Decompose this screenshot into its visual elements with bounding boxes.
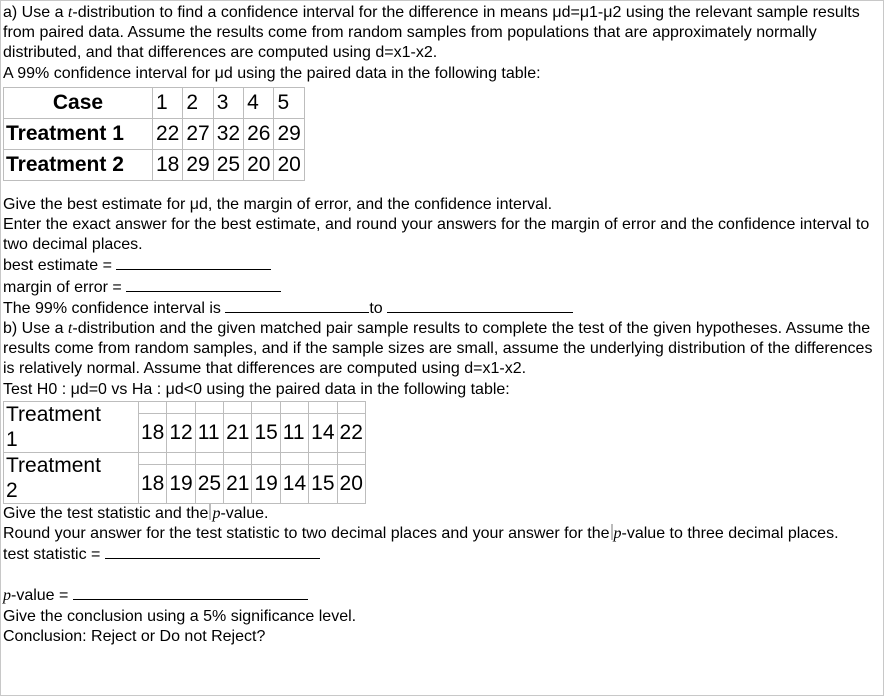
- rounding-line: [3, 524, 879, 544]
- table-row: [4, 149, 305, 180]
- table-cell: 15: [252, 414, 280, 453]
- table-row: [4, 401, 366, 413]
- case-number: 5: [274, 87, 304, 118]
- row-label-number: 1: [6, 427, 18, 451]
- table-cell: 29: [274, 118, 304, 149]
- p-symbol: p: [3, 587, 11, 605]
- table-cell: 21: [224, 414, 252, 453]
- p-symbol: p: [212, 504, 221, 522]
- p-value-line: [3, 585, 879, 606]
- p-value-blank[interactable]: [73, 585, 308, 600]
- case-table: [3, 87, 305, 181]
- table-cell: 27: [183, 118, 213, 149]
- table-cell: 15: [309, 465, 337, 504]
- part-a-intro: [3, 3, 879, 64]
- table-cell: 22: [153, 118, 183, 149]
- best-estimate-label: best estimate =: [3, 257, 112, 275]
- case-number: 4: [244, 87, 274, 118]
- table-cell: 32: [213, 118, 243, 149]
- round-text: Round your answer for the test statistic to two decimal places and your answer for the: [3, 525, 610, 543]
- instruction-estimate: Give the best estimate for μd, the margin of error, and the confidence interval.: [3, 195, 553, 213]
- table-cell: 21: [224, 465, 252, 504]
- table-cell: 12: [167, 414, 195, 453]
- table-cell: 25: [195, 465, 223, 504]
- table-cell: 18: [139, 465, 167, 504]
- give-text-rest: -value.: [220, 504, 269, 522]
- row-label: [4, 401, 139, 452]
- case-header-row: [4, 87, 305, 118]
- part-a-intro-start: a) Use a: [3, 4, 68, 21]
- interval-label: The 99% confidence interval is: [3, 299, 221, 317]
- part-b-intro-rest: -distribution and the given matched pair sample results to complete the test of the given hypotheses. Assume the results come from random samples, and if the sample sizes are small, assume the underlying distribution of the differences is relatively normal. Assume that differences are computed using d=x1-x2.: [3, 320, 873, 378]
- table-cell: 20: [274, 149, 304, 180]
- test-statistic-blank[interactable]: [105, 544, 320, 559]
- table-cell: 20: [337, 465, 365, 504]
- interval-lower-blank[interactable]: [225, 298, 369, 313]
- table-cell: 14: [309, 414, 337, 453]
- row-label: Treatment 2: [4, 149, 153, 180]
- table-cell: 14: [280, 465, 308, 504]
- table-cell: 20: [244, 149, 274, 180]
- instruction-rounding: Enter the exact answer for the best estimate, and round your answers for the margin of error and the confidence interval to two decimal places.: [3, 216, 870, 254]
- table-cell: 11: [280, 414, 308, 453]
- give-test-statistic-line: [3, 504, 879, 524]
- row-label: [4, 452, 139, 503]
- table-cell: 25: [213, 149, 243, 180]
- conclusion-instruction: Give the conclusion using a 5% significance level.: [3, 607, 357, 625]
- table-cell: 18: [139, 414, 167, 453]
- question-document: [3, 3, 879, 647]
- t-symbol: t: [67, 4, 73, 21]
- hypothesis-line: Test H0 : μd=0 vs Ha : μd<0 using the paired data in the following table:: [3, 380, 510, 398]
- table-cell: 11: [195, 414, 223, 453]
- give-text: Give the test statistic and the: [3, 504, 209, 522]
- table-cell: 22: [337, 414, 365, 453]
- case-header-label: Case: [4, 87, 153, 118]
- table-cell: 18: [153, 149, 183, 180]
- test-statistic-line: [3, 544, 879, 565]
- ci-description: A 99% confidence interval for μd using the paired data in the following table:: [3, 64, 541, 82]
- row-label-number: 2: [6, 478, 18, 502]
- best-estimate-blank[interactable]: [116, 255, 271, 270]
- part-b-intro: [3, 319, 879, 380]
- case-number: 1: [153, 87, 183, 118]
- interval-upper-blank[interactable]: [387, 298, 573, 313]
- test-statistic-label: test statistic =: [3, 546, 101, 564]
- part-b-intro-start: b) Use a: [3, 320, 68, 338]
- table-cell: 19: [167, 465, 195, 504]
- table-cell: 29: [183, 149, 213, 180]
- table-cell: 26: [244, 118, 274, 149]
- treatment-table: [3, 401, 366, 504]
- interval-line: [3, 298, 879, 319]
- t-symbol: t: [67, 320, 73, 338]
- text-cursor-icon: [611, 524, 613, 540]
- best-estimate-line: [3, 255, 879, 276]
- p-value-label: -value =: [11, 587, 69, 605]
- conclusion-line: Conclusion: Reject or Do not Reject?: [3, 627, 266, 645]
- row-label: Treatment 1: [4, 118, 153, 149]
- table-cell: 19: [252, 465, 280, 504]
- case-number: 2: [183, 87, 213, 118]
- row-label-word: Treatment: [6, 402, 101, 426]
- part-a-intro-rest: -distribution to find a confidence interval for the difference in means μd=μ1-μ2 using the relevant sample results from paired data. Assume the results come from random samples from populations that are approximately normally distributed, and that differences are computed using d=x1-x2.: [3, 4, 860, 62]
- case-number: 3: [213, 87, 243, 118]
- margin-of-error-blank[interactable]: [126, 277, 281, 292]
- row-label-word: Treatment: [6, 453, 101, 477]
- p-symbol: p: [613, 525, 622, 543]
- margin-line: [3, 277, 879, 298]
- round-text-rest: -value to three decimal places.: [621, 525, 839, 543]
- margin-label: margin of error =: [3, 278, 122, 296]
- table-row: [4, 118, 305, 149]
- table-row: [4, 452, 366, 464]
- to-label: to: [369, 299, 383, 317]
